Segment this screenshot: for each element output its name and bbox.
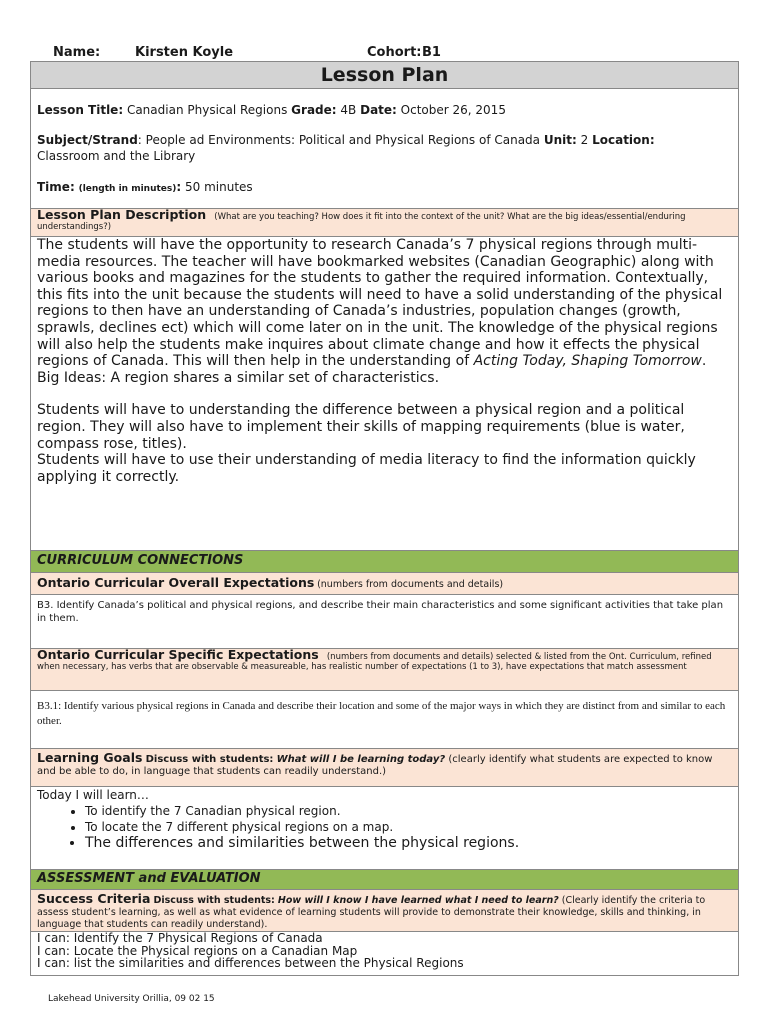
subject-value: : People ad Environments: Political and Physical Regions of Canada xyxy=(137,133,541,147)
learning-goals-body xyxy=(31,787,738,870)
grade-label: Grade: xyxy=(291,103,337,117)
description-para3: Students will have to use their understanding of media literacy to find the information quickly applying it correctly. xyxy=(37,452,696,485)
success-criteria-hint: (Clearly identify the criteria to assess student’s learning, as well as what evidence of learning students will provide to demonstrate their knowledge, skills and thinking, in language that students can readily understand). xyxy=(37,895,706,930)
learning-goals-intro: Today I will learn… xyxy=(37,788,149,802)
subject-line xyxy=(37,132,732,164)
success-criteria-question: How will I know I have learned what I need to learn? xyxy=(277,895,559,906)
description-heading xyxy=(31,209,738,237)
time-value: 50 minutes xyxy=(185,180,253,194)
list-item: I can: Locate the Physical regions on a Canadian Map xyxy=(37,943,358,958)
specific-hint: (numbers from documents and details) selected & listed from the Ont. Curriculum, refined when necessary, has verbs that are observable & measureable, has realistic number of expectations (1 to 3), have expectations that match assessment xyxy=(37,652,712,672)
description-para2: Students will have to understanding the difference between a physical region and a political region. They will also have to implement their skills of mapping requirements (blue is water, compass rose, titles). xyxy=(37,402,685,452)
document-header xyxy=(0,45,768,61)
assessment-banner: ASSESSMENT and EVALUATION xyxy=(31,870,738,890)
learning-goals-discuss: Discuss with students: xyxy=(145,754,274,765)
location-label: Location: xyxy=(592,133,655,147)
date-value: October 26, 2015 xyxy=(400,103,506,117)
specific-heading-text: Ontario Curricular Specific Expectations xyxy=(37,647,319,662)
page-footer: Lakehead University Orillia, 09 02 15 xyxy=(48,994,215,1004)
list-item: • To identify the 7 Canadian physical region. xyxy=(85,803,732,819)
description-body xyxy=(31,237,738,551)
name-label: Name: xyxy=(53,45,101,60)
time-line: Time: (length in minutes): 50 minutes xyxy=(37,180,253,194)
success-criteria-discuss: Discuss with students: xyxy=(153,895,275,906)
specific-heading xyxy=(31,649,738,691)
subject-label: Subject/Strand xyxy=(37,133,138,147)
description-heading-text: Lesson Plan Description xyxy=(37,207,207,222)
overall-heading-text: Ontario Curricular Overall Expectations xyxy=(37,575,315,590)
curriculum-banner: CURRICULUM CONNECTIONS xyxy=(31,551,738,573)
learning-goals-list xyxy=(37,803,732,852)
learning-goals-question: What will I be learning today? xyxy=(276,754,446,765)
lesson-title-value: Canadian Physical Regions xyxy=(126,103,288,117)
grade-value: 4B xyxy=(340,103,357,117)
description-hint: (What are you teaching? How does it fit into the context of the unit? What are the big ideas/essential/enduring understandings?) xyxy=(37,212,686,232)
list-item: • The differences and similarities between the physical regions. xyxy=(85,835,732,852)
lesson-plan-table xyxy=(30,61,739,976)
learning-goals-heading-text: Learning Goals xyxy=(37,750,143,765)
description-para1: The students will have the opportunity to research Canada’s 7 physical regions through multi-media resources. The teacher will have bookmarked websites (Canadian Geographic) along with various books and magazines for the students to gather the required information. Contextually, this fits into the unit because the students will need to have a solid understanding of the physical regions to then have an understanding of Canada’s industries, population changes (growth, sprawls, declines ect) which will come later on in the unit. The knowledge of the physical regions will also help the students make inquires about climate change and how it effects the physical regions of Canada. This will then help in the understanding of Acting Today, Shaping Tomorrow. xyxy=(37,237,723,370)
location-value: Classroom and the Library xyxy=(37,149,196,163)
success-criteria-heading xyxy=(31,890,738,932)
name-value: Kirsten Koyle xyxy=(135,45,234,60)
learning-goals-heading xyxy=(31,749,738,787)
time-label: Time: xyxy=(37,180,75,194)
success-criteria-heading-text: Success Criteria xyxy=(37,891,151,906)
list-item: I can: Identify the 7 Physical Regions of Canada xyxy=(37,931,323,945)
date-label: Date: xyxy=(360,103,397,117)
description-italic: Acting Today, Shaping Tomorrow xyxy=(473,353,702,370)
cohort-label: Cohort: xyxy=(367,45,422,60)
success-criteria-body xyxy=(31,932,738,975)
big-ideas: Big Ideas: A region shares a similar set of characteristics. xyxy=(37,369,440,386)
overall-heading xyxy=(31,573,738,595)
list-item: • To locate the 7 different physical regions on a map. xyxy=(85,819,732,835)
unit-label: Unit: xyxy=(543,133,577,147)
lesson-title-label: Lesson Title: xyxy=(37,103,124,117)
lesson-info-section xyxy=(31,89,738,209)
overall-hint: (numbers from documents and details) xyxy=(317,579,504,590)
time-hint: (length in minutes) xyxy=(78,184,177,194)
lesson-title-line xyxy=(37,102,732,118)
page-title: Lesson Plan xyxy=(31,62,738,89)
unit-value: 2 xyxy=(580,133,589,147)
specific-expectation: B3.1: Identify various physical regions in Canada and describe their location and some of the major ways in which they are distinct from and similar to each other. xyxy=(31,691,738,749)
learning-goals-hint: (clearly identify what students are expected to know and be able to do, in language that students can readily understand.) xyxy=(37,754,713,777)
list-item: I can: list the similarities and differences between the Physical Regions xyxy=(37,956,464,970)
overall-expectation: B3. Identify Canada’s political and physical regions, and describe their main characteristics and some significant activities that take plan in them. xyxy=(31,595,738,649)
cohort-value: B1 xyxy=(422,45,441,60)
